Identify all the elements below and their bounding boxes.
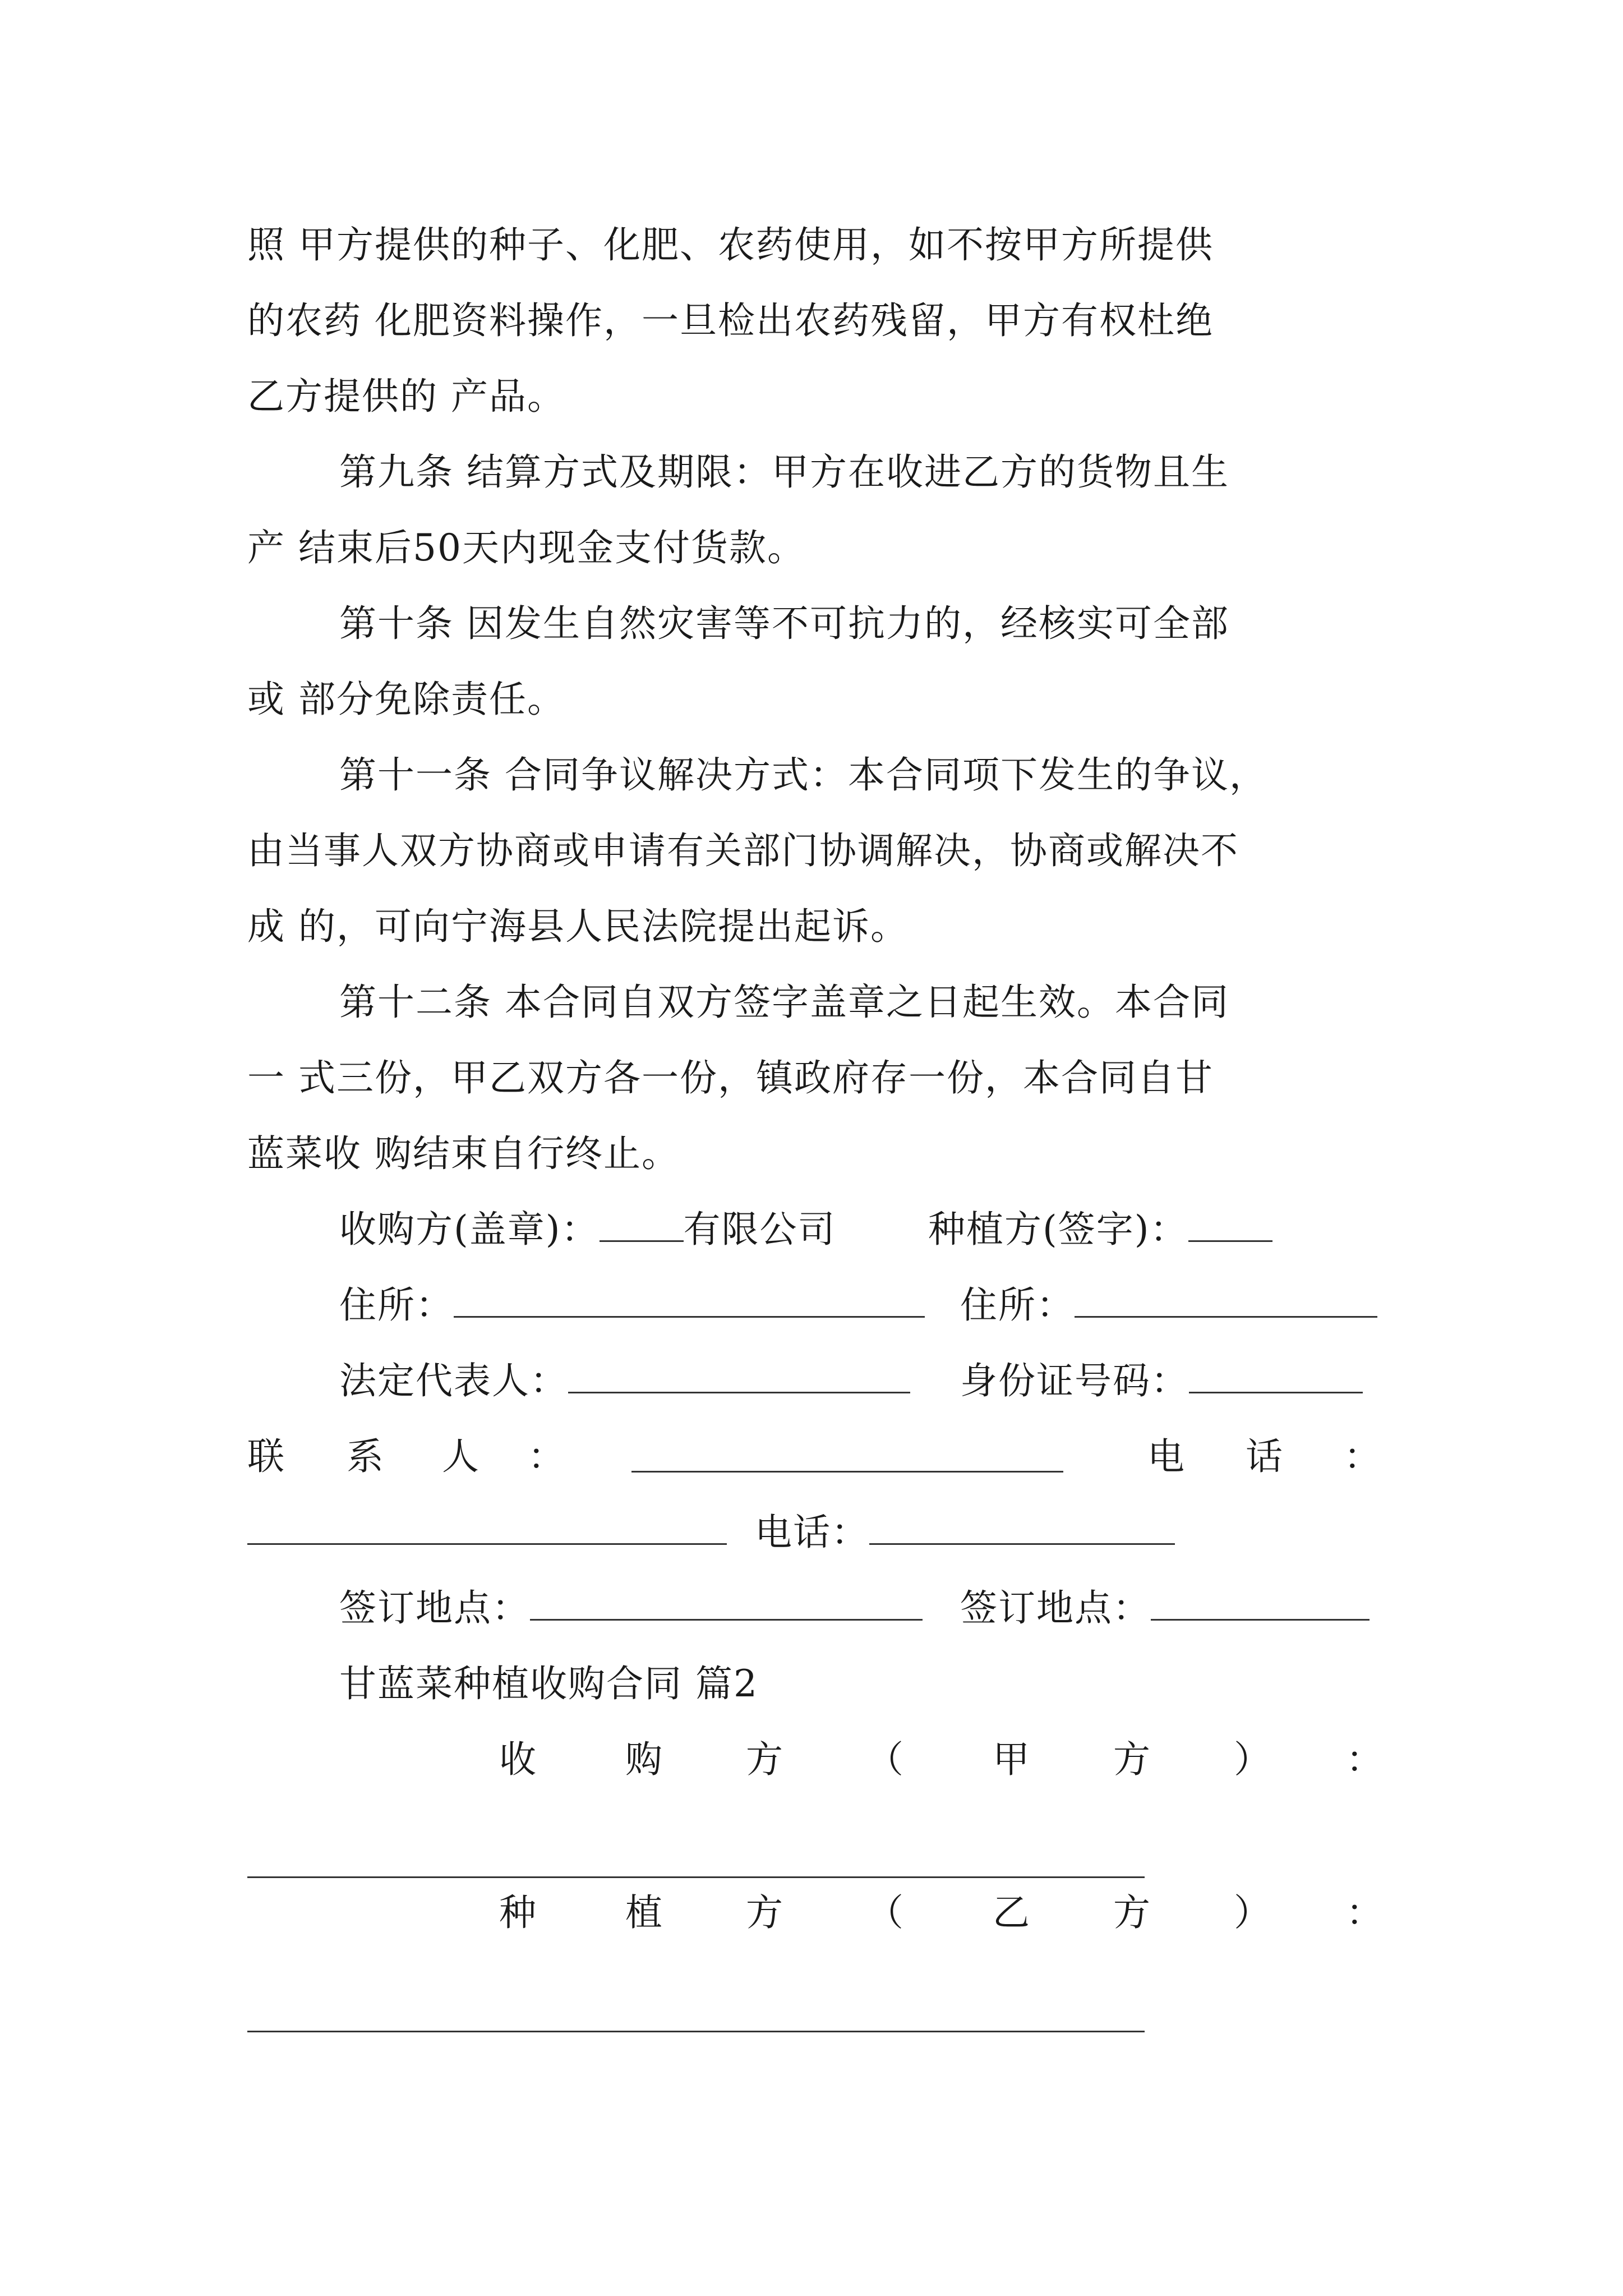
planter-sign-label: 种植方(签字)： bbox=[928, 1208, 1188, 1251]
address-blank bbox=[1075, 1282, 1377, 1318]
legal-rep-row bbox=[339, 1356, 910, 1406]
section-heading: 甘蓝菜种植收购合同 篇2 bbox=[339, 1662, 758, 1705]
sign-place-blank bbox=[1151, 1585, 1370, 1621]
buyer-char: （ bbox=[866, 1738, 905, 1781]
buyer-name-rule bbox=[247, 1876, 1145, 1878]
planter-char: 种 bbox=[499, 1891, 537, 1934]
planter-char: 植 bbox=[625, 1891, 663, 1934]
address-blank bbox=[454, 1282, 925, 1318]
buyer-char: ） bbox=[1234, 1738, 1272, 1781]
buyer-seal-row bbox=[339, 1204, 836, 1255]
article-9-line: 第九条 结算方式及期限：甲方在收进乙方的货物且生 bbox=[339, 450, 1229, 494]
planter-party-row bbox=[499, 1888, 1385, 1938]
address-row-right bbox=[960, 1280, 1377, 1331]
buyer-char: 购 bbox=[625, 1738, 663, 1781]
contact-char: 联 bbox=[247, 1435, 285, 1478]
planter-char: 方 bbox=[1113, 1891, 1151, 1934]
sign-place-row-right bbox=[960, 1583, 1370, 1634]
planter-name-rule bbox=[247, 2031, 1145, 2032]
phone-char: ： bbox=[1344, 1435, 1382, 1478]
buyer-char: ： bbox=[1346, 1738, 1384, 1781]
address-label: 住所： bbox=[339, 1283, 454, 1327]
buyer-char: 方 bbox=[746, 1738, 784, 1781]
legal-rep-blank bbox=[568, 1358, 910, 1393]
buyer-char: 收 bbox=[499, 1738, 537, 1781]
paragraph-line: 照 甲方提供的种子、化肥、农药使用，如不按甲方所提供 bbox=[247, 223, 1214, 266]
paragraph-line: 的农药 化肥资料操作，一旦检出农药残留，甲方有权杜绝 bbox=[247, 299, 1214, 342]
contact-char: 人 bbox=[442, 1435, 480, 1478]
buyer-char: 方 bbox=[1113, 1738, 1151, 1781]
phone-row bbox=[247, 1507, 1175, 1558]
paragraph-line: 由当事人双方协商或申请有关部门协调解决，协商或解决不 bbox=[247, 829, 1239, 872]
company-suffix: 有限公司 bbox=[683, 1208, 836, 1251]
planter-sign-row bbox=[928, 1204, 1272, 1255]
id-number-blank bbox=[1189, 1358, 1363, 1393]
phone-blank bbox=[869, 1510, 1175, 1545]
contact-char: 系 bbox=[347, 1435, 385, 1478]
paragraph-line: 乙方提供的 产品。 bbox=[247, 375, 565, 418]
sign-place-row-left bbox=[339, 1583, 923, 1634]
planter-sign-blank bbox=[1188, 1207, 1272, 1242]
sign-place-label: 签订地点： bbox=[339, 1586, 530, 1630]
phone-char: 电 bbox=[1147, 1435, 1186, 1478]
paragraph-line: 产 结束后50天内现金支付货款。 bbox=[247, 526, 805, 569]
paragraph-line: 成 的，可向宁海县人民法院提出起诉。 bbox=[247, 905, 909, 948]
contact-blank bbox=[631, 1437, 1063, 1473]
article-10-line: 第十条 因发生自然灾害等不可抗力的，经核实可全部 bbox=[339, 602, 1229, 645]
phone-char: 话 bbox=[1246, 1435, 1284, 1478]
sign-place-label: 签订地点： bbox=[960, 1586, 1151, 1630]
article-12-line: 第十二条 本合同自双方签字盖章之日起生效。本合同 bbox=[339, 981, 1229, 1024]
paragraph-line: 一 式三份，甲乙双方各一份，镇政府存一份，本合同自甘 bbox=[247, 1056, 1214, 1099]
phone-blank-left bbox=[247, 1510, 727, 1545]
sign-place-blank bbox=[530, 1585, 923, 1621]
planter-char: ： bbox=[1346, 1891, 1384, 1934]
phone-label: 电话： bbox=[755, 1511, 869, 1554]
planter-char: （ bbox=[866, 1891, 905, 1934]
id-number-row bbox=[960, 1356, 1363, 1406]
address-label: 住所： bbox=[960, 1283, 1075, 1327]
buyer-name-blank bbox=[600, 1207, 684, 1242]
planter-char: 乙 bbox=[993, 1891, 1031, 1934]
contact-char: ： bbox=[528, 1435, 566, 1478]
contact-row bbox=[247, 1432, 1386, 1482]
id-number-label: 身份证号码： bbox=[960, 1359, 1189, 1402]
address-row-left bbox=[339, 1280, 925, 1331]
buyer-char: 甲 bbox=[993, 1738, 1031, 1781]
article-11-line: 第十一条 合同争议解决方式：本合同项下发生的争议， bbox=[339, 753, 1267, 797]
paragraph-line: 或 部分免除责任。 bbox=[247, 678, 565, 721]
planter-char: 方 bbox=[746, 1891, 784, 1934]
buyer-seal-label: 收购方(盖章)： bbox=[339, 1208, 600, 1251]
buyer-party-row bbox=[499, 1734, 1385, 1785]
legal-rep-label: 法定代表人： bbox=[339, 1359, 568, 1402]
paragraph-line: 蓝菜收 购结束自行终止。 bbox=[247, 1132, 680, 1175]
planter-char: ） bbox=[1234, 1891, 1272, 1934]
